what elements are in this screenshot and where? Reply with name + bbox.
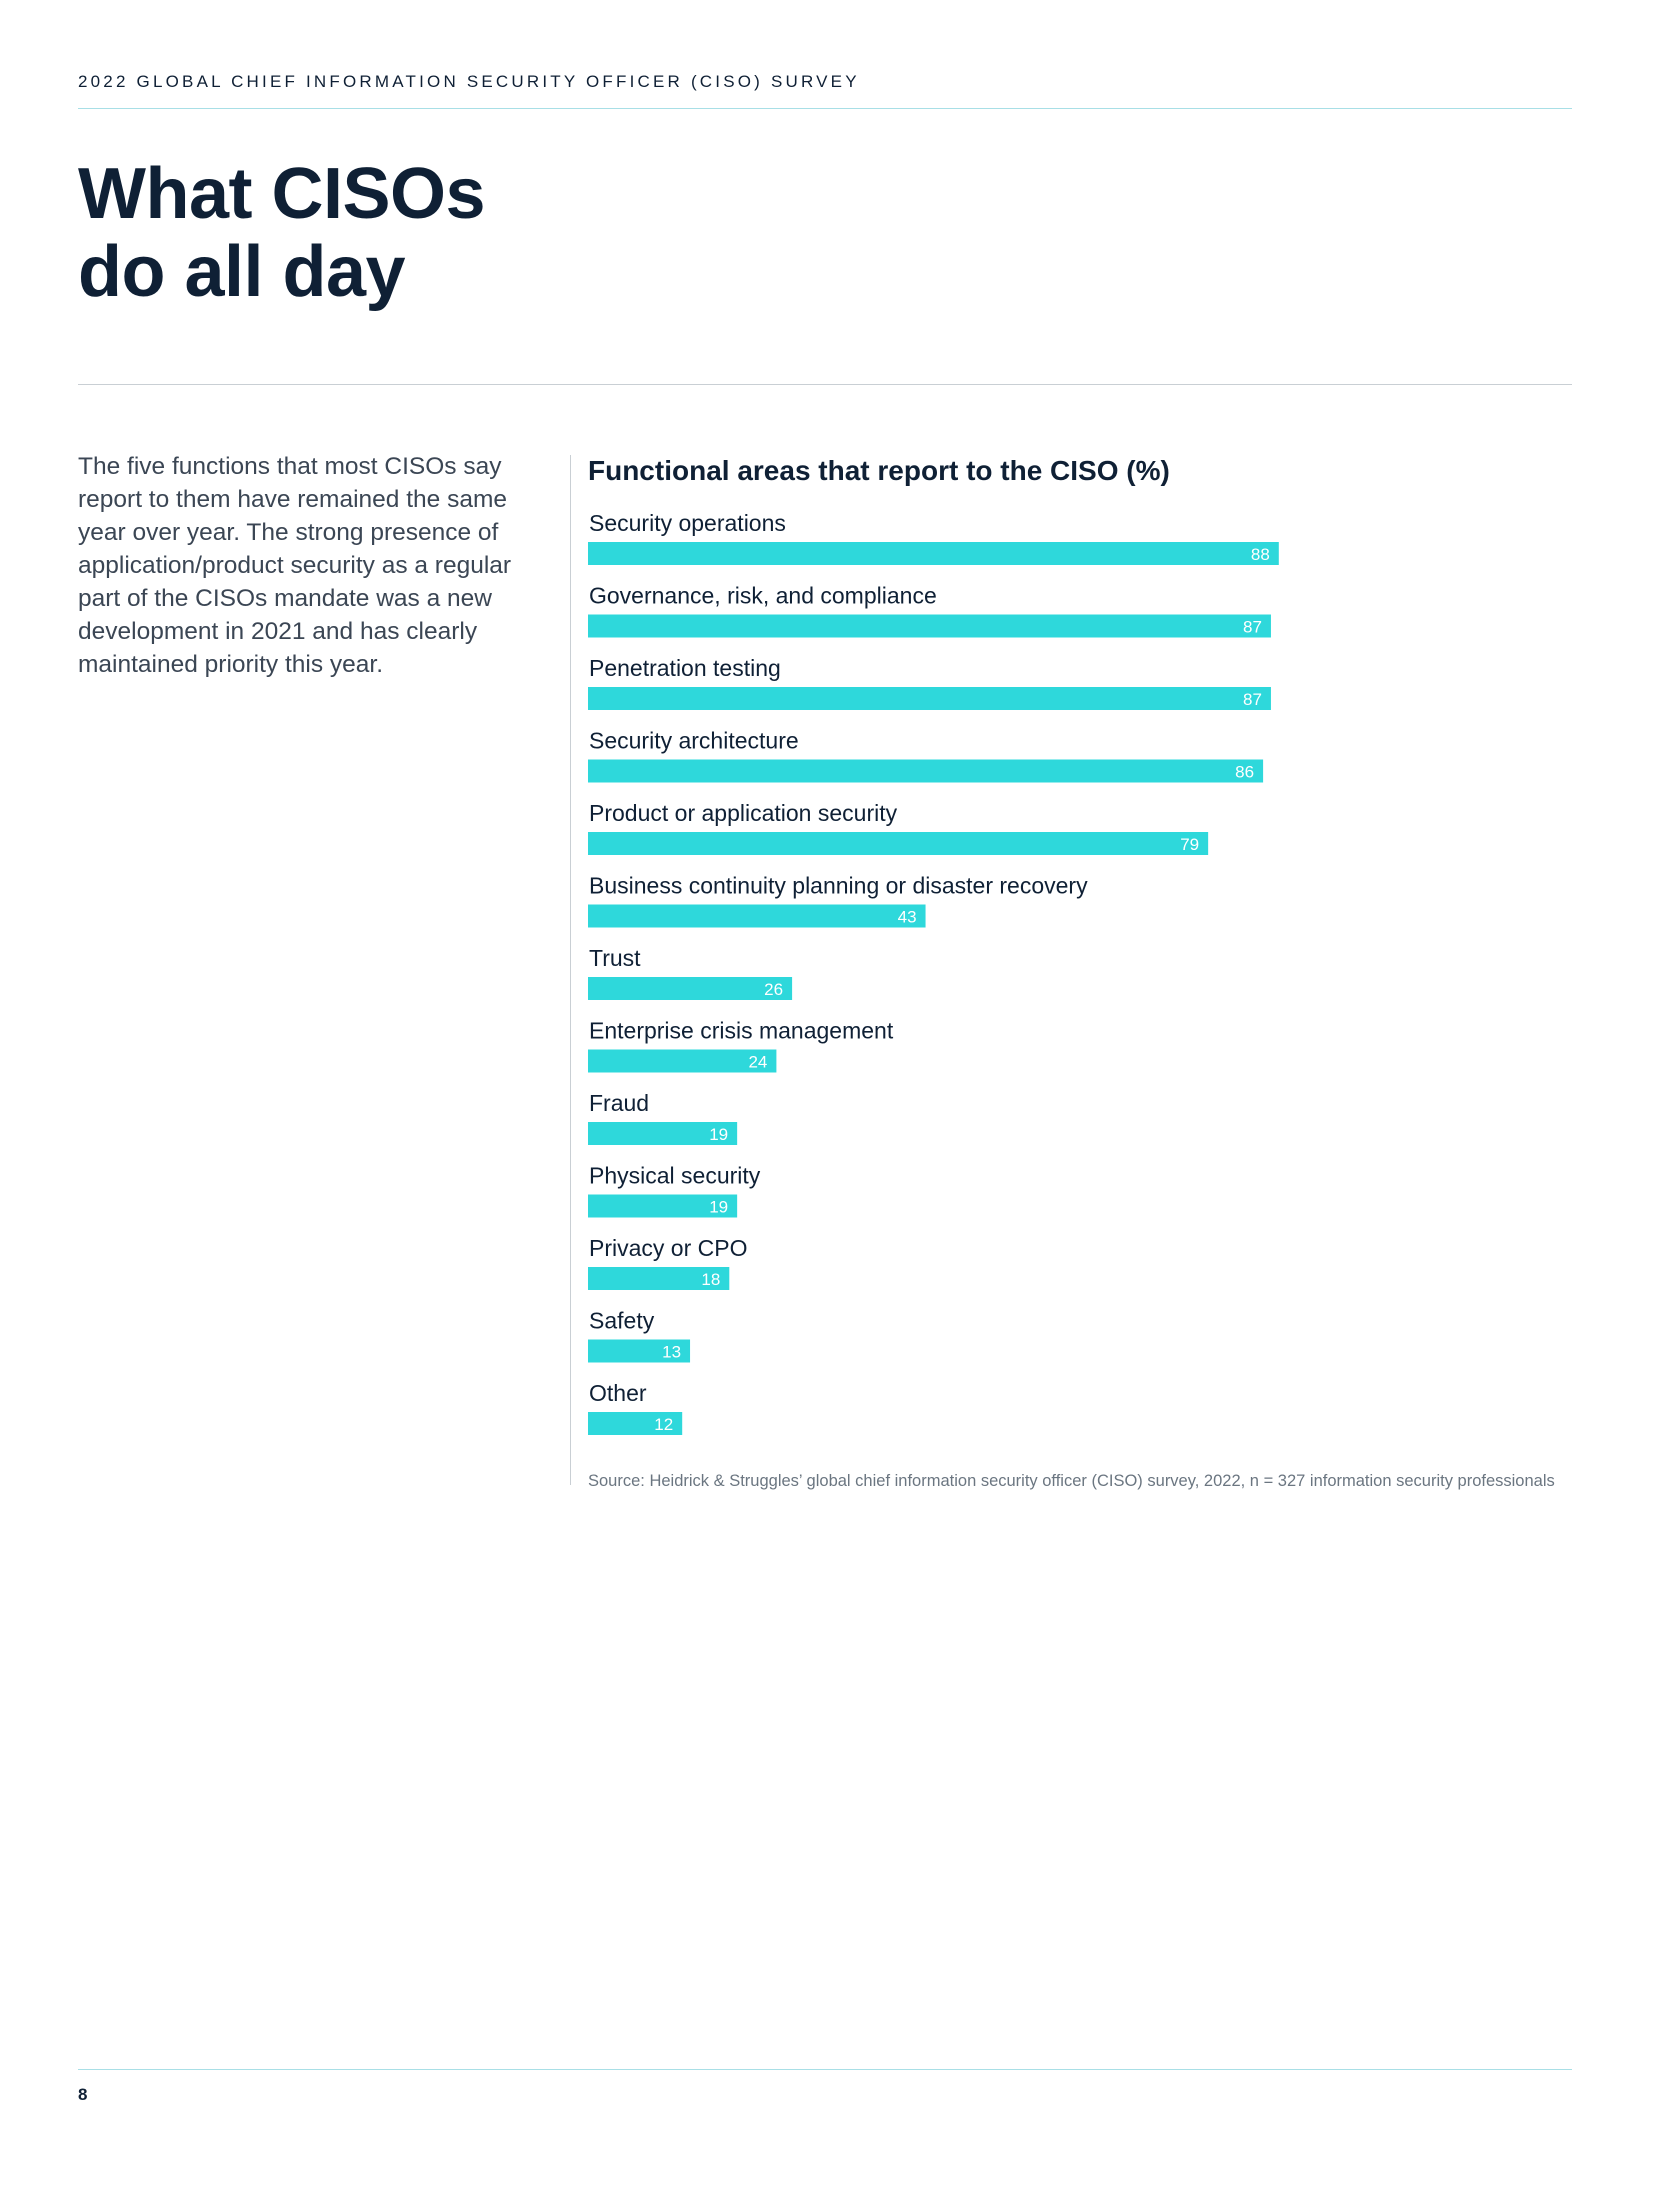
survey-header: 2022 GLOBAL CHIEF INFORMATION SECURITY OFFICER (CISO) SURVEY — [78, 72, 860, 91]
page-title-line-1: What CISOs — [78, 154, 486, 234]
section-divider — [78, 384, 1572, 385]
category-label: Governance, risk, and compliance — [589, 582, 937, 609]
category-label: Security operations — [589, 510, 786, 536]
bar-chart-svg — [588, 455, 1572, 1495]
category-label: Privacy or CPO — [589, 1235, 748, 1261]
bar-value-label: 87 — [1243, 690, 1262, 709]
category-label: Enterprise crisis management — [589, 1017, 894, 1044]
category-label: Trust — [589, 945, 641, 971]
category-label: Security architecture — [589, 727, 799, 754]
bar — [588, 977, 792, 1000]
bar-value-label: 26 — [764, 980, 784, 999]
bar — [588, 542, 1279, 565]
category-label: Penetration testing — [589, 655, 781, 681]
bar-chart — [588, 455, 1572, 1495]
bar-value-label: 79 — [1180, 835, 1200, 854]
bar — [588, 905, 926, 928]
bar-value-label: 87 — [1243, 617, 1262, 637]
page-title — [78, 155, 485, 311]
footer-divider — [78, 2069, 1572, 2070]
category-label: Other — [589, 1380, 647, 1406]
bar-value-label: 12 — [654, 1415, 674, 1434]
bar-value-label: 24 — [748, 1052, 768, 1072]
category-label: Physical security — [589, 1162, 761, 1189]
top-divider — [78, 108, 1572, 109]
intro-paragraph: The five functions that most CISOs say report to them have remained the same year over year. The strong presence of application/product security as a regular part of the CISOs mandate was a new development in 2021 and has clearly maintained priority this year. — [78, 453, 512, 678]
bar-value-label: 86 — [1235, 762, 1255, 782]
bar-value-label: 88 — [1250, 545, 1270, 564]
bar-value-label: 19 — [709, 1125, 729, 1144]
category-label: Business continuity planning or disaster recovery — [589, 872, 1088, 899]
bar — [588, 687, 1271, 710]
bar — [588, 760, 1263, 783]
chart-title: Functional areas that report to the CISO (%) — [588, 455, 1170, 486]
category-label: Safety — [589, 1307, 655, 1334]
bar-value-label: 43 — [897, 907, 917, 927]
page-title-line-2: do all day — [78, 232, 406, 312]
category-label: Product or application security — [589, 800, 898, 826]
bar-value-label: 18 — [701, 1270, 721, 1289]
bar-value-label: 19 — [709, 1197, 729, 1217]
category-label: Fraud — [589, 1090, 650, 1116]
bar-value-label: 13 — [662, 1342, 682, 1362]
bar — [588, 615, 1271, 638]
column-divider — [570, 455, 571, 1485]
bar — [588, 832, 1208, 855]
source-note: Source: Heidrick & Struggles’ global chief information security officer (CISO) survey, 2022, n = 327 information security professionals — [588, 1472, 1555, 1490]
page-number: 8 — [78, 2085, 88, 2104]
